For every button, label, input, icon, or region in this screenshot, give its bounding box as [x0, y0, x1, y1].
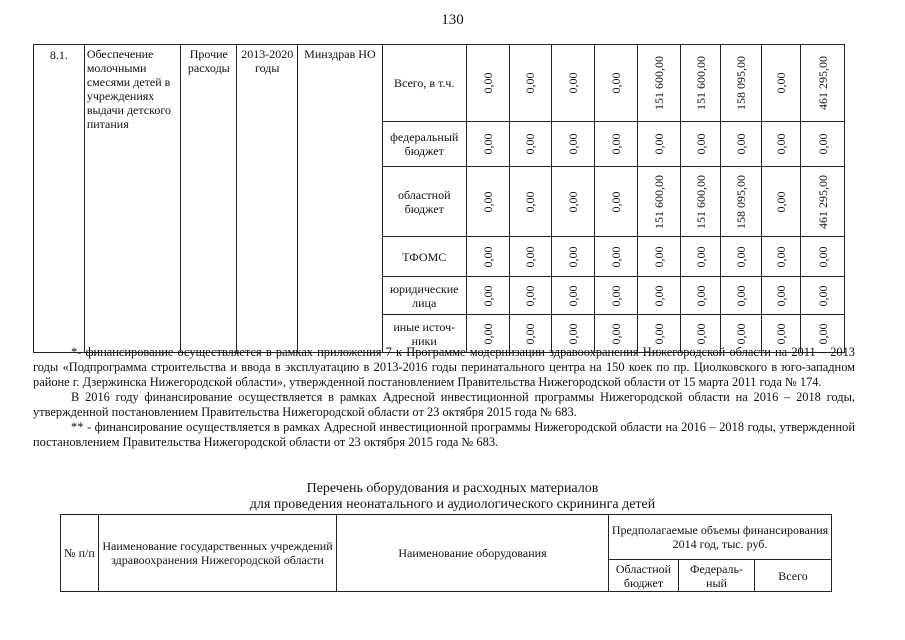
- value-cell: [552, 277, 595, 315]
- value-text: 0,00: [608, 246, 623, 267]
- financing-table: [33, 44, 845, 353]
- value-text: 0,00: [733, 246, 748, 267]
- value-text: 0,00: [480, 133, 495, 155]
- value-text: 0,00: [651, 323, 666, 344]
- equipment-title-line2: для проведения неонатального и аудиологического скрининга детей: [249, 497, 656, 512]
- value-cell: [681, 277, 721, 315]
- source-label: областной бюджет: [382, 167, 466, 237]
- equipment-col-regional: Областной бюджет: [609, 560, 679, 592]
- value-text: 0,00: [733, 285, 748, 306]
- source-label: Всего, в т.ч.: [382, 45, 466, 122]
- value-cell: [594, 277, 637, 315]
- footnote-2: В 2016 году финансирование осуществляется в рамках Адресной инвестиционной программы Нижегородской области на 2016 – 2018 годы, утвержденной постановлением Правительства Нижегородской области от 23 октября 2015 года № 683.: [33, 390, 855, 419]
- value-text: 0,00: [566, 285, 581, 306]
- value-text: 0,00: [773, 323, 788, 344]
- footnotes: [33, 345, 855, 450]
- value-text: 0,00: [566, 191, 581, 212]
- value-cell: [552, 167, 595, 237]
- value-cell: [681, 167, 721, 237]
- value-text: 0,00: [608, 133, 623, 155]
- equipment-col-funding: Предполагаемые объемы финансирования 2014 год, тыс. руб.: [609, 515, 832, 560]
- value-cell: [761, 122, 801, 167]
- value-text: 0,00: [608, 285, 623, 306]
- value-text: 0,00: [815, 133, 830, 155]
- value-cell: [637, 277, 681, 315]
- value-text: 0,00: [651, 133, 666, 155]
- footnote-3: ** - финансирование осуществляется в рамках Адресной инвестиционной программы Нижегородской области на 2016 – 2018 годы, утвержденной постановлением Правительства Нижегородской области от 23 октября 2015 года № 683.: [33, 420, 855, 449]
- value-text: 0,00: [480, 323, 495, 344]
- value-text: 0,00: [480, 246, 495, 267]
- value-text: 0,00: [693, 133, 708, 155]
- value-text: 0,00: [523, 133, 538, 155]
- value-cell: [720, 277, 761, 315]
- value-cell: [509, 45, 552, 122]
- value-text: 158 095,00: [733, 56, 748, 110]
- value-text: 0,00: [773, 246, 788, 267]
- value-cell: [637, 237, 681, 277]
- value-text: 0,00: [773, 133, 788, 155]
- value-cell: [594, 45, 637, 122]
- value-cell: [594, 167, 637, 237]
- value-text: 0,00: [480, 285, 495, 306]
- equipment-col-num: № п/п: [61, 515, 99, 592]
- value-text: 0,00: [651, 285, 666, 306]
- value-cell: [552, 237, 595, 277]
- value-cell: [761, 277, 801, 315]
- value-cell: [801, 237, 845, 277]
- expense-type: Прочие расходы: [181, 45, 237, 353]
- value-cell: [720, 45, 761, 122]
- value-text: 0,00: [773, 72, 788, 94]
- value-text: 0,00: [523, 246, 538, 267]
- value-cell: [801, 277, 845, 315]
- value-text: 0,00: [480, 72, 495, 94]
- value-text: 0,00: [693, 246, 708, 267]
- value-cell: [801, 167, 845, 237]
- value-text: 0,00: [566, 72, 581, 94]
- value-cell: [466, 277, 509, 315]
- value-text: 0,00: [733, 133, 748, 155]
- value-cell: [466, 237, 509, 277]
- value-text: 151 600,00: [693, 56, 708, 110]
- value-text: 0,00: [773, 285, 788, 306]
- measure-name: Обеспечение молочными смесями детей в учреждениях выдачи детского питания: [84, 45, 181, 353]
- value-cell: [509, 122, 552, 167]
- value-cell: [466, 167, 509, 237]
- value-cell: [761, 45, 801, 122]
- value-cell: [466, 45, 509, 122]
- value-cell: [801, 45, 845, 122]
- equipment-col-institution: Наименование государственных учреждений здравоохранения Нижегородской области: [99, 515, 337, 592]
- source-label: юридические лица: [382, 277, 466, 315]
- value-cell: [720, 122, 761, 167]
- value-cell: [466, 122, 509, 167]
- value-cell: [801, 122, 845, 167]
- value-text: 0,00: [608, 323, 623, 344]
- value-text: 0,00: [523, 191, 538, 212]
- value-text: 0,00: [608, 72, 623, 94]
- value-cell: [681, 237, 721, 277]
- source-label: федеральный бюджет: [382, 122, 466, 167]
- value-cell: [761, 167, 801, 237]
- value-text: 0,00: [815, 285, 830, 306]
- value-cell: [509, 237, 552, 277]
- value-text: 151 600,00: [651, 174, 666, 229]
- equipment-title-line1: Перечень оборудования и расходных материалов: [306, 481, 599, 496]
- value-text: 0,00: [480, 191, 495, 212]
- value-cell: [720, 237, 761, 277]
- value-text: 151 600,00: [693, 174, 708, 229]
- value-text: 0,00: [566, 246, 581, 267]
- footnote-1: *- финансирование осуществляется в рамках приложения 7 к Программе модернизации здравоохранения Нижегородской области на 2011 – 2013 годы «Подпрограмма строительства и ввода в эксплуатацию в 2013-2016 годы перинатального центра на 150 коек по пр. Циолковского в юго-западном районе г. Дзержинска Нижегородской области», утвержденной постановлением Правительства Нижегородской области от 15 марта 2011 года № 174.: [33, 345, 855, 389]
- value-text: 151 600,00: [651, 56, 666, 110]
- row-number: 8.1.: [34, 45, 85, 353]
- value-cell: [761, 237, 801, 277]
- value-cell: [552, 122, 595, 167]
- value-cell: [594, 237, 637, 277]
- value-text: 0,00: [523, 323, 538, 344]
- equipment-col-federal: Федераль-ный: [679, 560, 755, 592]
- value-text: 0,00: [693, 323, 708, 344]
- source-label: ТФОМС: [382, 237, 466, 277]
- source-label: иные источ-ники: [382, 315, 466, 353]
- value-cell: [509, 277, 552, 315]
- value-text: 0,00: [523, 72, 538, 94]
- executor: Минздрав НО: [298, 45, 382, 353]
- value-cell: [637, 167, 681, 237]
- value-text: 0,00: [523, 285, 538, 306]
- value-text: 0,00: [566, 133, 581, 155]
- value-cell: [552, 45, 595, 122]
- equipment-col-equipment: Наименование оборудования: [337, 515, 609, 592]
- value-cell: [681, 45, 721, 122]
- equipment-col-total: Всего: [755, 560, 832, 592]
- value-text: 0,00: [566, 323, 581, 344]
- value-text: 0,00: [733, 323, 748, 344]
- value-cell: [637, 45, 681, 122]
- value-cell: [681, 122, 721, 167]
- table-row: [34, 45, 845, 122]
- value-cell: [637, 122, 681, 167]
- value-text: 0,00: [651, 246, 666, 267]
- value-text: 0,00: [693, 285, 708, 306]
- value-text: 0,00: [815, 246, 830, 267]
- value-text: 0,00: [608, 191, 623, 212]
- value-cell: [509, 167, 552, 237]
- period-years: 2013-2020 годы: [237, 45, 298, 353]
- page-number: 130: [441, 12, 464, 28]
- value-text: 0,00: [815, 323, 830, 344]
- value-text: 461 295,00: [815, 56, 830, 110]
- value-text: 461 295,00: [815, 174, 830, 229]
- value-text: 0,00: [773, 191, 788, 212]
- equipment-table: [60, 514, 832, 592]
- value-text: 158 095,00: [733, 174, 748, 229]
- value-cell: [720, 167, 761, 237]
- value-cell: [594, 122, 637, 167]
